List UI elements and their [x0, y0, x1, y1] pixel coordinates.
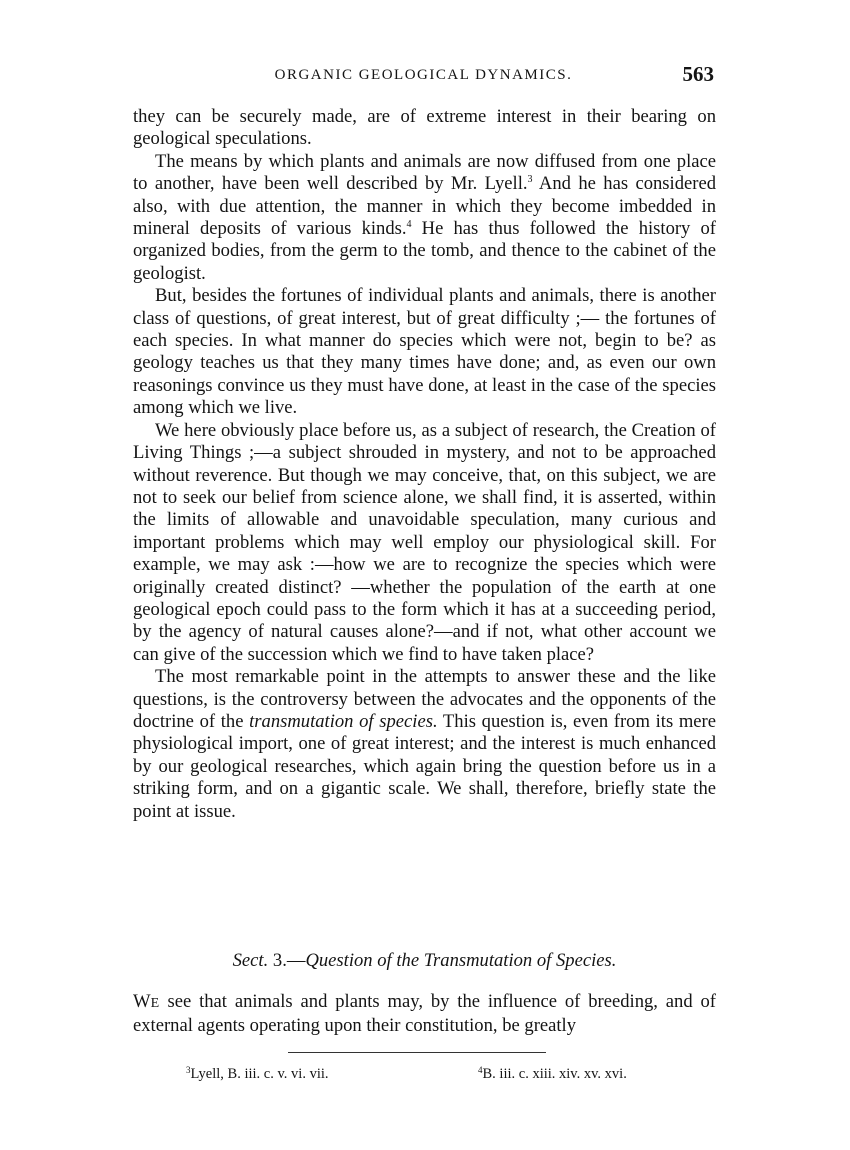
page-number: 563: [682, 62, 714, 86]
paragraph-continuation: they can be securely made, are of extreme interest in their bearing on geological speculations.: [133, 106, 716, 150]
running-head: [133, 62, 714, 90]
section-number: 3.—: [272, 950, 306, 971]
section-title: Question of the Transmutation of Species.: [305, 950, 617, 971]
paragraph-transmutation: The most remarkable point in the attempts to answer these and the like questions, is the controversy between the advocates and the opponents of the doctrine of the transmutation of species. This question is, even from its mere physiological import, one of great interest; and the interest is much enhanced by our geological researches, which again bring the question before us in a striking form, and on a gigantic scale. We shall, therefore, briefly state the point at issue.: [133, 666, 716, 822]
paragraph-section-opening: WE see that animals and plants may, by the influence of breeding, and of external agents operating upon their constitution, be greatly: [133, 991, 716, 1037]
section-label: Sect.: [232, 950, 269, 971]
footnote-4: $^4$B. iii. c. xiii. xiv. xv. xvi.: [478, 1065, 627, 1082]
footnote-ref-3[interactable]: 3: [527, 174, 533, 186]
section-heading: [133, 950, 716, 972]
paragraph-creation: We here obviously place before us, as a subject of research, the Creation of Living Things ;—a subject shrouded in mystery, and not to be approached without reverence. But though we may conceive, that, on this subject, we are not to seek our belief from science alone, we shall find, it is asserted, within the limits of allowable and unavoidable speculation, many curious and important problems which may well employ our physiological skill. For example, we may ask :—how we are to recognize the species which were originally created distinct? —whether the population of the earth at one geological epoch could pass to the form which it has at a succeeding period, by the agency of natural causes alone?—and if not, what other account we can give of the succession which we find to have taken place?: [133, 419, 716, 665]
footnote-3: $^3$Lyell, B. iii. c. v. vi. vii.: [186, 1065, 329, 1082]
running-title: ORGANIC GEOLOGICAL DYNAMICS.: [274, 67, 573, 83]
body-text: [133, 106, 716, 823]
section-text: [133, 991, 716, 1038]
paragraph-diffusion: The means by which plants and animals are now diffused from one place to another, have been well described by Mr. Lyell.$^3$ And he has considered also, with due attention, the manner in which they become imbedded in mineral deposits of various kinds.$^4$ He has thus followed the history of organized bodies, from the germ to the tomb, and thence to the cabinet of the geologist.: [133, 150, 716, 284]
italic-term: transmutation of species.: [249, 710, 438, 732]
paragraph-species: But, besides the fortunes of individual plants and animals, there is another class of questions, of great interest, but of great difficulty ;— the fortunes of each species. In what manner do species which were not, begin to be? as geology teaches us that they many times have done; and, as even our own reasonings convince us they must have done, at least in the case of the species among which we live.: [133, 285, 716, 419]
footnote-divider: [288, 1052, 546, 1053]
footnote-ref-4[interactable]: 4: [406, 219, 412, 231]
